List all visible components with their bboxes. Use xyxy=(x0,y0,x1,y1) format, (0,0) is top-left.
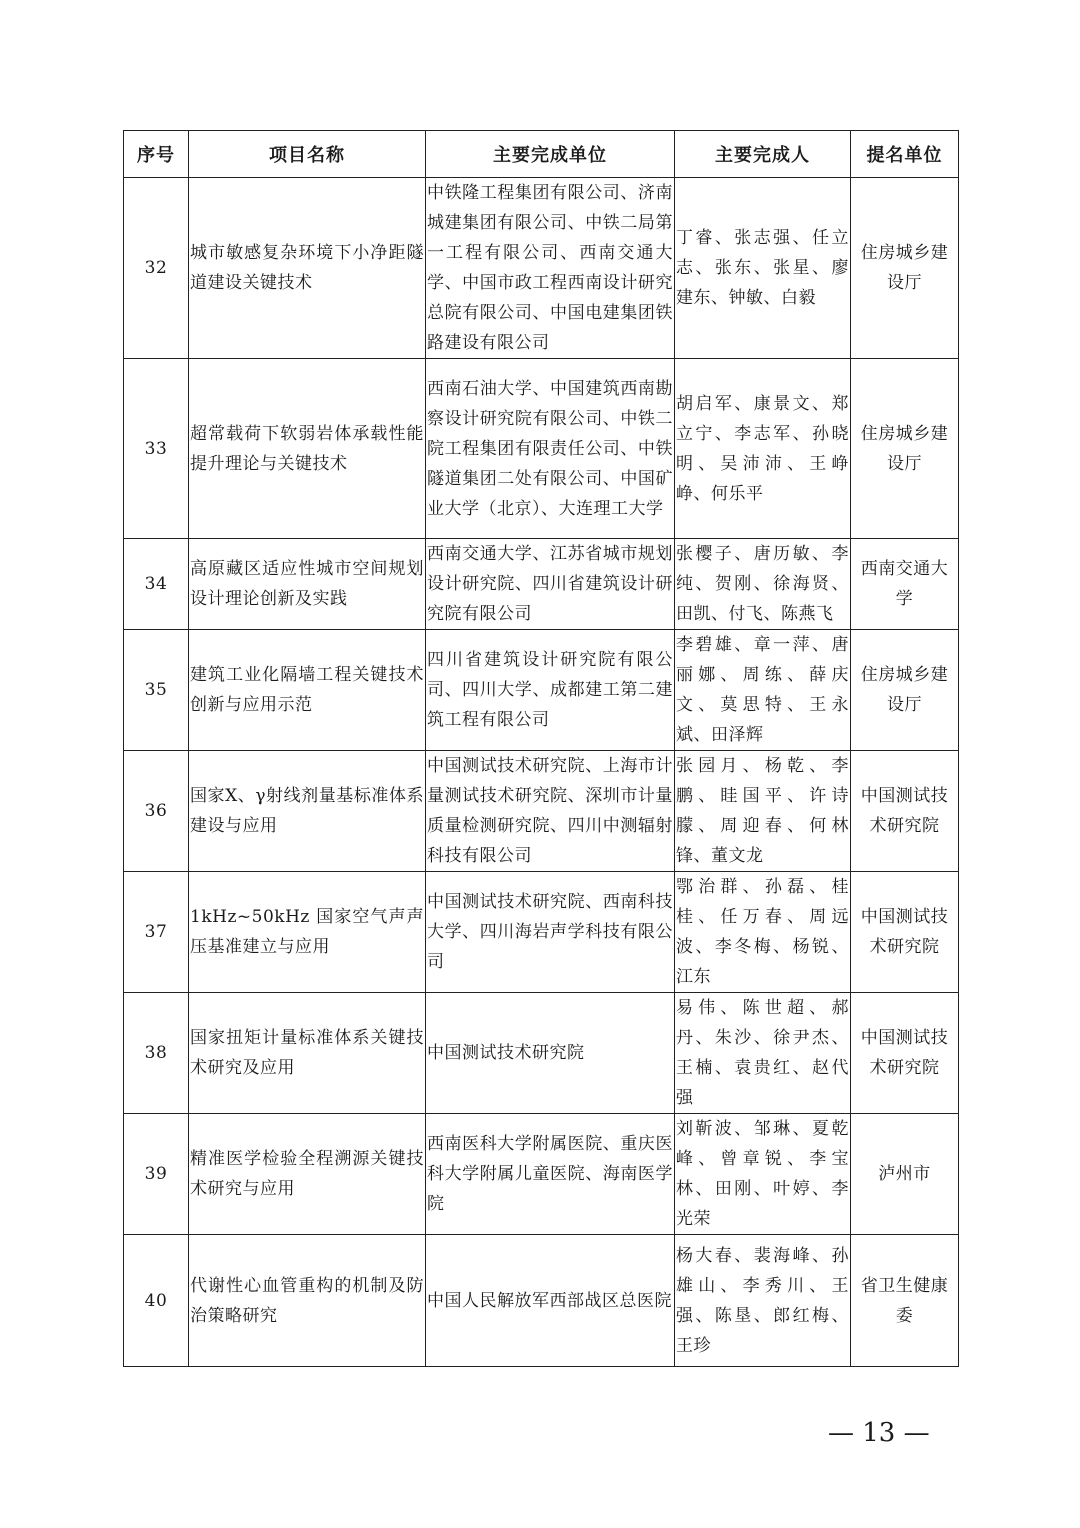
header-main-people: 主要完成人 xyxy=(675,131,851,178)
row-main-people: 刘靳波、邹琳、夏乾峰、曾章锐、李宝林、田刚、叶婷、李光荣 xyxy=(675,1114,851,1235)
row-project-name: 超常载荷下软弱岩体承载性能提升理论与关键技术 xyxy=(189,359,426,539)
row-project-name: 城市敏感复杂环境下小净距隧道建设关键技术 xyxy=(189,178,426,359)
row-nominator: 省卫生健康委 xyxy=(851,1235,959,1367)
header-seq: 序号 xyxy=(124,131,189,178)
row-main-units: 西南石油大学、中国建筑西南勘察设计研究院有限公司、中铁二院工程集团有限责任公司、中铁隧道集团二处有限公司、中国矿业大学（北京）、大连理工大学 xyxy=(426,359,675,539)
row-main-units: 西南交通大学、江苏省城市规划设计研究院、四川省建筑设计研究院有限公司 xyxy=(426,539,675,630)
table-row xyxy=(124,1114,959,1235)
table-row xyxy=(124,1235,959,1367)
header-main-units: 主要完成单位 xyxy=(426,131,675,178)
row-main-units: 四川省建筑设计研究院有限公司、四川大学、成都建工第二建筑工程有限公司 xyxy=(426,630,675,751)
row-seq: 35 xyxy=(124,630,189,751)
row-main-people: 张园月、杨乾、李鹏、眭国平、许诗朦、周迎春、何林锋、董文龙 xyxy=(675,751,851,872)
row-seq: 32 xyxy=(124,178,189,359)
row-project-name: 建筑工业化隔墙工程关键技术创新与应用示范 xyxy=(189,630,426,751)
row-nominator: 中国测试技术研究院 xyxy=(851,872,959,993)
row-main-people: 杨大春、裴海峰、孙雄山、李秀川、王强、陈垦、郎红梅、王珍 xyxy=(675,1235,851,1367)
row-project-name: 1kHz~50kHz 国家空气声声压基准建立与应用 xyxy=(189,872,426,993)
row-project-name: 国家扭矩计量标准体系关键技术研究及应用 xyxy=(189,993,426,1114)
row-seq: 36 xyxy=(124,751,189,872)
row-project-name: 高原藏区适应性城市空间规划设计理论创新及实践 xyxy=(189,539,426,630)
row-project-name: 精准医学检验全程溯源关键技术研究与应用 xyxy=(189,1114,426,1235)
table-row xyxy=(124,872,959,993)
table-row xyxy=(124,993,959,1114)
row-seq: 33 xyxy=(124,359,189,539)
row-main-people: 鄂治群、孙磊、桂桂、任万春、周远波、李冬梅、杨锐、江东 xyxy=(675,872,851,993)
row-main-units: 中国测试技术研究院、西南科技大学、四川海岩声学科技有限公司 xyxy=(426,872,675,993)
page-number: — 13 — xyxy=(828,1418,930,1448)
row-seq: 39 xyxy=(124,1114,189,1235)
table-row xyxy=(124,359,959,539)
row-nominator: 住房城乡建设厅 xyxy=(851,630,959,751)
row-main-people: 易伟、陈世超、郝丹、朱沙、徐尹杰、王楠、袁贵红、赵代强 xyxy=(675,993,851,1114)
table-row xyxy=(124,630,959,751)
row-main-people: 胡启军、康景文、郑立宁、李志军、孙晓明、吴沛沛、王峥峥、何乐平 xyxy=(675,359,851,539)
row-nominator: 西南交通大学 xyxy=(851,539,959,630)
row-nominator: 住房城乡建设厅 xyxy=(851,178,959,359)
row-main-people: 丁睿、张志强、任立志、张东、张星、廖建东、钟敏、白毅 xyxy=(675,178,851,359)
row-main-units: 中国人民解放军西部战区总医院 xyxy=(426,1235,675,1367)
row-main-units: 中铁隆工程集团有限公司、济南城建集团有限公司、中铁二局第一工程有限公司、西南交通大学、中国市政工程西南设计研究总院有限公司、中国电建集团铁路建设有限公司 xyxy=(426,178,675,359)
row-nominator: 中国测试技术研究院 xyxy=(851,993,959,1114)
row-project-name: 国家X、γ射线剂量基标准体系建设与应用 xyxy=(189,751,426,872)
row-nominator: 住房城乡建设厅 xyxy=(851,359,959,539)
table-row xyxy=(124,539,959,630)
row-seq: 34 xyxy=(124,539,189,630)
row-main-people: 李碧雄、章一萍、唐丽娜、周练、薛庆文、莫思特、王永斌、田泽辉 xyxy=(675,630,851,751)
row-main-units: 中国测试技术研究院、上海市计量测试技术研究院、深圳市计量质量检测研究院、四川中测辐射科技有限公司 xyxy=(426,751,675,872)
table-header-row xyxy=(124,131,959,178)
row-nominator: 泸州市 xyxy=(851,1114,959,1235)
header-project-name: 项目名称 xyxy=(189,131,426,178)
awards-table xyxy=(123,130,959,1367)
row-project-name: 代谢性心血管重构的机制及防治策略研究 xyxy=(189,1235,426,1367)
row-seq: 37 xyxy=(124,872,189,993)
row-main-people: 张樱子、唐历敏、李纯、贺刚、徐海贤、田凯、付飞、陈燕飞 xyxy=(675,539,851,630)
row-seq: 38 xyxy=(124,993,189,1114)
header-nominator: 提名单位 xyxy=(851,131,959,178)
table-row xyxy=(124,178,959,359)
row-seq: 40 xyxy=(124,1235,189,1367)
row-main-units: 中国测试技术研究院 xyxy=(426,993,675,1114)
row-main-units: 西南医科大学附属医院、重庆医科大学附属儿童医院、海南医学院 xyxy=(426,1114,675,1235)
table-row xyxy=(124,751,959,872)
row-nominator: 中国测试技术研究院 xyxy=(851,751,959,872)
